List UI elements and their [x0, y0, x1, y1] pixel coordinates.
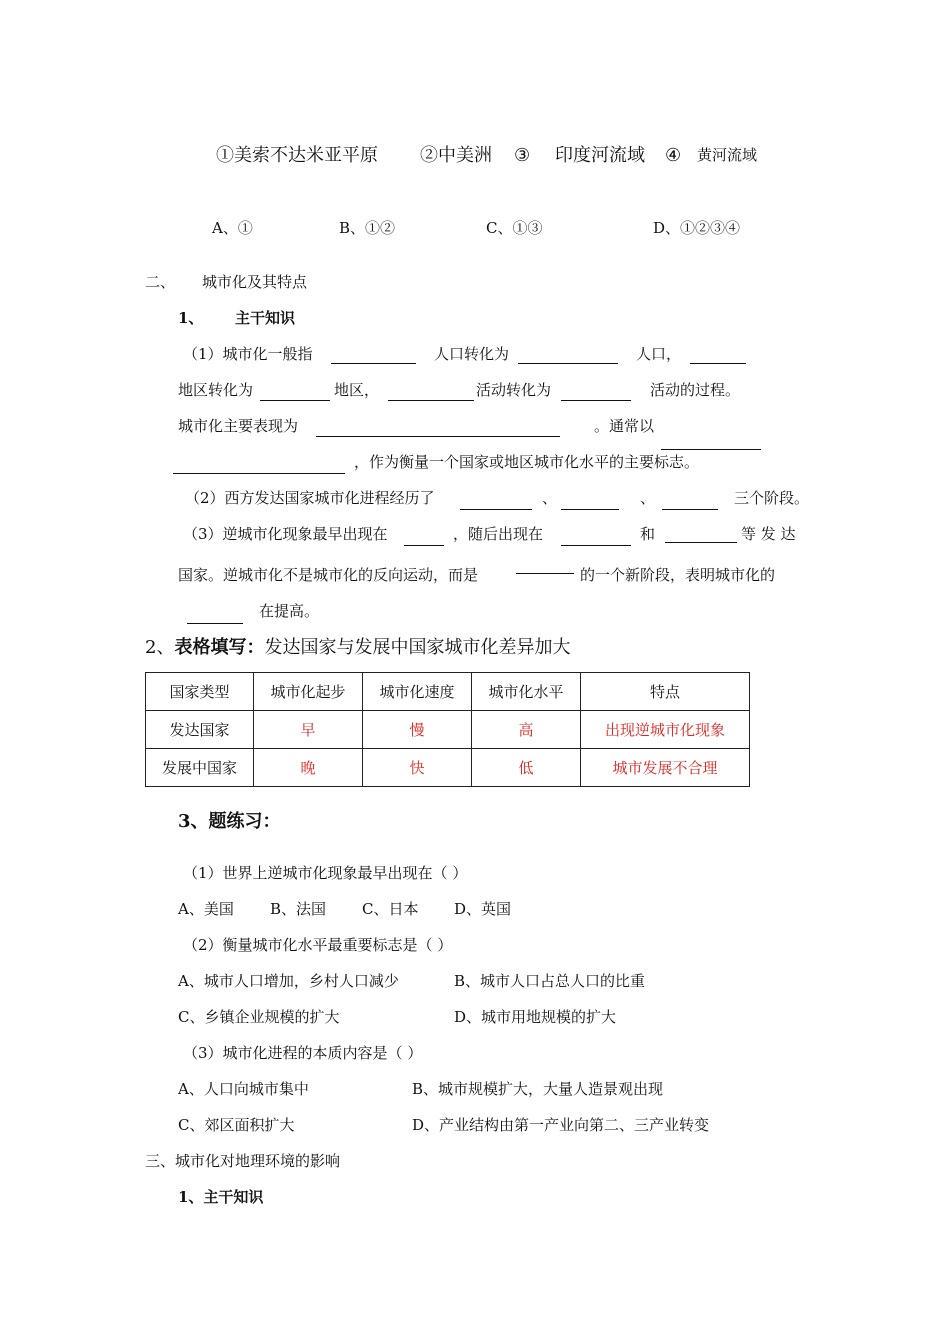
q2-text-2: 三个阶段。 — [734, 489, 810, 507]
q1-blank-1 — [331, 348, 416, 364]
table-header: 城市化水平 — [472, 673, 581, 711]
table-cell-answer: 快 — [363, 749, 472, 787]
sub2-bold-label: 表格填写： — [174, 637, 265, 658]
q2-blank-1 — [460, 494, 532, 510]
q1-blank-3 — [690, 348, 746, 364]
q3-text-5: 国家。逆城市化不是城市化的反向运动，而是 — [178, 566, 479, 584]
q1-text-8: 城市化主要表现为 — [178, 417, 299, 435]
q3-text-7: 在提高。 — [259, 602, 320, 620]
option-a: A、① — [212, 219, 253, 237]
section2-heading: 城市化及其特点 — [202, 273, 308, 291]
sub3-title: 3、题练习： — [178, 811, 281, 832]
ex2-question: （2）衡量城市化水平最重要标志是（ ） — [183, 936, 453, 954]
section3-heading: 三、城市化对地理环境的影响 — [145, 1152, 341, 1170]
sub1-number: 1、 — [178, 309, 204, 327]
ex1-option-d: D、英国 — [454, 900, 512, 918]
region-item-1: ①美索不达米亚平原 — [216, 145, 378, 166]
q3-text-4: 等 发 达 — [741, 525, 796, 543]
q1-text-1: （1）城市化一般指 — [183, 345, 313, 363]
ex3-option-c: C、郊区面积扩大 — [178, 1116, 295, 1134]
q1-blank-9 — [173, 458, 345, 474]
table-cell-answer: 慢 — [363, 711, 472, 749]
q1-text-6: 活动转化为 — [476, 381, 552, 399]
table-header-row — [146, 673, 750, 711]
q1-text-3: 人口， — [636, 345, 682, 363]
ex3-option-b: B、城市规模扩大，大量人造景观出现 — [412, 1080, 664, 1098]
region-item-3-num: ③ — [514, 145, 531, 166]
table-header: 城市化起步 — [254, 673, 363, 711]
table-cell-answer: 早 — [254, 711, 363, 749]
region-item-4: 黄河流域 — [697, 146, 758, 164]
q1-blank-6 — [561, 385, 631, 401]
sub2-text: 发达国家与发展中国家城市化差异加大 — [264, 637, 571, 658]
sub2-heading — [145, 639, 570, 657]
q1-blank-8 — [661, 434, 761, 450]
ex2-option-b: B、城市人口占总人口的比重 — [454, 972, 646, 990]
q1-blank-4 — [260, 385, 330, 401]
q2-sep-1: 、 — [542, 489, 558, 507]
q1-text-5: 地区， — [334, 381, 380, 399]
region-item-4-num: ④ — [665, 145, 682, 166]
table-cell-country: 发展中国家 — [146, 749, 254, 787]
region-item-3: 印度河流域 — [555, 145, 645, 166]
table-cell-country: 发达国家 — [146, 711, 254, 749]
section2-number: 二、 — [145, 273, 176, 291]
table-cell-answer: 晚 — [254, 749, 363, 787]
q3-text-3: 和 — [640, 525, 656, 543]
ex2-option-d: D、城市用地规模的扩大 — [454, 1008, 617, 1026]
ex1-option-c: C、日本 — [362, 900, 419, 918]
q1-blank-7 — [316, 421, 560, 437]
q3-blank-5 — [187, 608, 243, 624]
sub2-number: 2、 — [145, 637, 175, 658]
q2-text-1: （2）西方发达国家城市化进程经历了 — [185, 489, 435, 507]
table-header: 国家类型 — [146, 673, 254, 711]
table-cell-answer: 出现逆城市化现象 — [581, 711, 750, 749]
section3-sub1: 1、主干知识 — [178, 1188, 264, 1206]
q3-text-1: （3）逆城市化现象最早出现在 — [183, 525, 388, 543]
table-cell-answer: 城市发展不合理 — [581, 749, 750, 787]
q1-blank-5 — [388, 385, 474, 401]
ex1-option-a: A、美国 — [178, 900, 234, 918]
option-c: C、①③ — [486, 219, 543, 237]
table-header: 特点 — [581, 673, 750, 711]
q3-text-2: ，随后出现在 — [453, 525, 544, 543]
q3-blank-3 — [665, 527, 737, 543]
ex3-option-d: D、产业结构由第一产业向第二、三产业转变 — [412, 1116, 710, 1134]
q3-blank-4 — [516, 558, 574, 574]
q1-text-7: 活动的过程。 — [650, 381, 741, 399]
ex2-option-c: C、乡镇企业规模的扩大 — [178, 1008, 340, 1026]
ex2-option-a: A、城市人口增加，乡村人口减少 — [178, 972, 399, 990]
region-item-2: ②中美洲 — [420, 145, 492, 166]
q2-blank-2 — [561, 494, 619, 510]
q1-text-9: 。通常以 — [594, 417, 655, 435]
comparison-table — [145, 672, 750, 787]
q3-blank-1 — [404, 530, 444, 546]
option-d: D、①②③④ — [653, 219, 741, 237]
table-cell-answer: 低 — [472, 749, 581, 787]
ex1-option-b: B、法国 — [270, 900, 327, 918]
ex3-question: （3）城市化进程的本质内容是（ ） — [183, 1044, 423, 1062]
table-row — [146, 711, 750, 749]
table-row — [146, 749, 750, 787]
sub1-title: 主干知识 — [235, 309, 296, 327]
table-cell-answer: 高 — [472, 711, 581, 749]
q3-blank-2 — [561, 530, 631, 546]
option-b: B、①② — [339, 219, 396, 237]
q1-text-4: 地区转化为 — [178, 381, 254, 399]
q1-blank-2 — [518, 348, 618, 364]
ex3-option-a: A、人口向城市集中 — [178, 1080, 309, 1098]
q1-text-10: ，作为衡量一个国家或地区城市化水平的主要标志。 — [354, 453, 700, 471]
q1-text-2: 人口转化为 — [434, 345, 510, 363]
ex1-question: （1）世界上逆城市化现象最早出现在（ ） — [183, 864, 468, 882]
q2-sep-2: 、 — [640, 489, 656, 507]
table-header: 城市化速度 — [363, 673, 472, 711]
q3-text-6: 的一个新阶段，表明城市化的 — [580, 566, 776, 584]
q2-blank-3 — [662, 494, 718, 510]
